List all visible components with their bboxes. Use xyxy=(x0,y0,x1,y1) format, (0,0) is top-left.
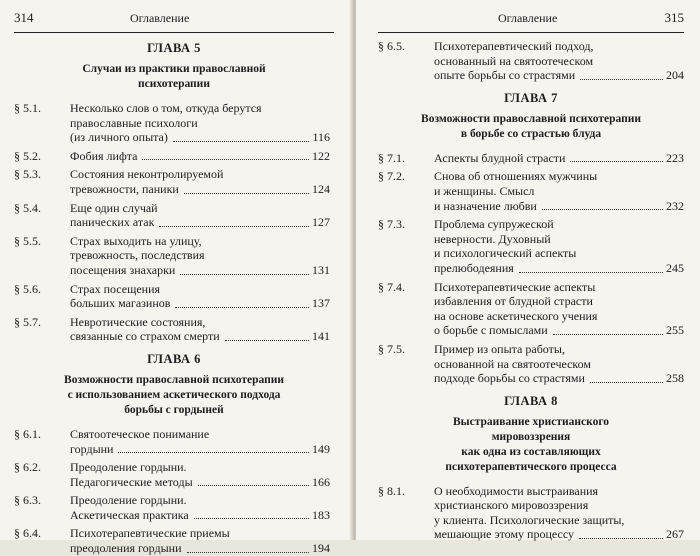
chapter-title xyxy=(388,112,674,142)
section-title xyxy=(434,217,684,275)
dot-leader xyxy=(542,199,663,211)
page-ref: 124 xyxy=(312,181,330,196)
section-title xyxy=(70,493,334,522)
chapter-title xyxy=(24,373,324,418)
toc-entry xyxy=(14,282,334,311)
section-title-text: связанные со страхом смерти xyxy=(70,329,220,344)
toc-entry xyxy=(378,484,684,542)
section-title-text: основанный на святоотеческом xyxy=(434,53,594,68)
section-title-line xyxy=(434,484,684,499)
section-title-line xyxy=(70,130,334,145)
section-title-line xyxy=(70,442,334,457)
running-head-left xyxy=(14,10,334,33)
dot-leader xyxy=(519,261,663,273)
dot-leader xyxy=(142,149,309,161)
toc-entry xyxy=(378,39,684,83)
page-ref: 223 xyxy=(666,150,684,165)
chapter-entries xyxy=(14,427,334,556)
dot-leader xyxy=(187,541,309,553)
section-number: § 5.5. xyxy=(14,233,41,248)
toc-entry xyxy=(14,201,334,230)
section-title xyxy=(70,460,334,489)
section-title-line xyxy=(434,323,684,338)
section-title-text: православные психологи xyxy=(70,115,198,130)
section-number: § 5.1. xyxy=(14,101,41,115)
chapter-title-line: с использованием аскетического подхода xyxy=(67,388,281,401)
chapter-title-line: мировоззрения xyxy=(491,430,571,443)
section-title-text: Психотерапевтический подход, xyxy=(434,39,594,53)
running-title: Оглавление xyxy=(498,11,558,25)
dot-leader xyxy=(118,442,309,454)
section-title xyxy=(70,149,334,164)
page-ref: 131 xyxy=(312,262,330,277)
chapter-entries xyxy=(378,151,684,386)
section-title-text: Страх посещения xyxy=(70,281,161,296)
section-title-line xyxy=(70,526,334,541)
section-title-text: О необходимости выстраивания xyxy=(434,483,599,498)
section-title-line xyxy=(434,371,684,386)
section-title xyxy=(70,101,334,145)
running-head-right xyxy=(378,10,684,33)
section-title-text: преодоления гордыни xyxy=(70,541,182,556)
section-title xyxy=(434,151,684,166)
section-title-line xyxy=(70,296,334,311)
dot-leader xyxy=(553,323,663,335)
page-number: 314 xyxy=(14,10,34,25)
page-ref: 194 xyxy=(312,541,330,556)
page-ref: 258 xyxy=(666,371,684,386)
right-page xyxy=(356,0,700,540)
section-title-line xyxy=(434,246,684,261)
chapter-title-line: психотерапевтического процесса xyxy=(445,460,617,473)
section-title xyxy=(70,427,334,456)
section-title-text: Психотерапевтические приемы xyxy=(70,526,230,541)
section-title-line xyxy=(70,493,334,508)
section-title-line xyxy=(434,294,684,309)
section-number: § 5.2. xyxy=(14,148,41,163)
section-number: § 6.3. xyxy=(14,493,41,508)
page-ref: 232 xyxy=(666,198,684,213)
chapter-entries xyxy=(378,484,684,542)
section-number: § 6.4. xyxy=(14,526,41,541)
section-title-text: опыте борьбы со страстями xyxy=(434,68,576,83)
running-title: Оглавление xyxy=(130,11,190,25)
section-title-text: христианского мировоззрения xyxy=(434,498,589,513)
section-title-text: Снова об отношениях мужчины xyxy=(434,169,598,184)
dot-leader xyxy=(225,329,309,341)
section-title-text: подходе борьбы со страстями xyxy=(434,371,585,386)
chapter-title-line: Случаи из практики православной xyxy=(82,63,266,75)
page-ref: 127 xyxy=(312,215,330,230)
section-title-text: мешающие этому процессу xyxy=(434,527,575,542)
section-title-line xyxy=(434,54,684,69)
section-title-text: Пример из опыта работы, xyxy=(434,341,565,356)
section-title-line xyxy=(70,508,334,523)
page-ref: 137 xyxy=(312,296,330,311)
chapter-heading: ГЛАВА 7 xyxy=(504,90,558,105)
page-ref: 122 xyxy=(312,148,330,163)
section-title-text: прелюбодеяния xyxy=(434,260,514,275)
chapter-title-line: в борьбе со страстью блуда xyxy=(460,127,602,140)
chapter-heading: ГЛАВА 5 xyxy=(147,41,201,55)
section-title xyxy=(70,282,334,311)
section-number: § 6.5. xyxy=(378,39,405,53)
section-title-line xyxy=(70,101,334,116)
section-title-line xyxy=(434,199,684,214)
section-title xyxy=(70,167,334,196)
chapter-title-line: Возможности православной психотерапии xyxy=(421,112,641,125)
dot-leader xyxy=(579,527,663,539)
section-title-text: посещения знахарки xyxy=(70,262,176,277)
page-ref: 245 xyxy=(666,260,684,275)
section-number: § 7.2. xyxy=(378,169,405,184)
toc-entry xyxy=(14,427,334,456)
section-title xyxy=(434,342,684,386)
chapter-title xyxy=(388,415,674,475)
toc-entry xyxy=(14,460,334,489)
section-title-text: у клиента. Психологические защиты, xyxy=(434,512,625,527)
chapter-heading: ГЛАВА 8 xyxy=(504,393,558,408)
section-title-text: Преодоление гордыни. xyxy=(70,493,187,508)
section-title-line xyxy=(434,280,684,295)
dot-leader xyxy=(570,151,663,163)
section-title-text: и психологический аспекты xyxy=(434,246,577,261)
toc-right xyxy=(378,91,684,542)
section-title-line xyxy=(70,329,334,344)
dot-leader xyxy=(180,263,309,275)
section-title-text: неверности. Духовный xyxy=(434,231,551,246)
section-title xyxy=(70,315,334,344)
section-title xyxy=(70,201,334,230)
section-title-text: Аспекты блудной страсти xyxy=(434,150,566,165)
section-title-line xyxy=(70,263,334,278)
section-title-line xyxy=(434,217,684,232)
toc-entry xyxy=(378,169,684,213)
dot-leader xyxy=(175,296,309,308)
section-title-text: Психотерапевтические аспекты xyxy=(434,279,596,294)
section-title-text: и женщины. Смысл xyxy=(434,183,535,198)
section-title-text: Несколько слов о том, откуда берутся xyxy=(70,101,262,115)
section-title-text: Педагогические методы xyxy=(70,474,193,489)
section-title xyxy=(434,280,684,338)
chapter-title-line: как одна из составляющих xyxy=(461,445,601,458)
page-ref: 267 xyxy=(666,527,684,542)
section-title-line xyxy=(434,309,684,324)
section-title-text: Святоотеческое понимание xyxy=(70,426,210,441)
toc-entry xyxy=(14,167,334,196)
section-title-text: о борьбе с помыслами xyxy=(434,323,548,338)
page-ref: 149 xyxy=(312,441,330,456)
section-number: § 5.3. xyxy=(14,167,41,182)
section-title-line xyxy=(70,475,334,490)
section-title-line xyxy=(70,149,334,164)
section-number: § 7.4. xyxy=(378,279,405,294)
section-title-text: панических атак xyxy=(70,215,155,230)
section-title-line xyxy=(434,342,684,357)
section-title-text: избавления от блудной страсти xyxy=(434,294,593,309)
section-title xyxy=(434,39,684,83)
chapter-title-line: борьбы с гордыней xyxy=(124,403,224,416)
section-title-text: Невротические состояния, xyxy=(70,314,206,329)
section-title-text: основанной на святоотеческом xyxy=(434,356,592,371)
page-ref: 204 xyxy=(666,68,684,83)
page-ref: 116 xyxy=(312,130,330,145)
dot-leader xyxy=(173,130,310,142)
section-title xyxy=(434,169,684,213)
dot-leader xyxy=(184,182,309,194)
toc-entry xyxy=(378,280,684,338)
toc-entry xyxy=(14,493,334,522)
section-number: § 5.7. xyxy=(14,314,41,329)
section-title-line xyxy=(70,215,334,230)
section-title-text: Аскетическая практика xyxy=(70,507,189,522)
section-title-line xyxy=(434,169,684,184)
dot-leader xyxy=(198,475,309,487)
chapter-title-line: Выстраивание христианского xyxy=(452,415,610,428)
section-title-line xyxy=(70,282,334,297)
section-title-line xyxy=(70,460,334,475)
section-title-line xyxy=(434,184,684,199)
page-number: 315 xyxy=(664,10,684,25)
chapter-title-line: Возможности православной психотерапии xyxy=(64,373,284,386)
chapter-title-line: психотерапии xyxy=(138,78,210,90)
section-title-line xyxy=(70,427,334,442)
chapter-title xyxy=(24,62,324,92)
section-title-line xyxy=(70,116,334,131)
section-title-text: и назначение любви xyxy=(434,198,537,213)
section-title-line xyxy=(70,182,334,197)
section-title-text: Еще один случай xyxy=(70,200,158,215)
dot-leader xyxy=(194,508,309,520)
toc-entry xyxy=(14,315,334,344)
section-title-text: гордыни xyxy=(70,441,114,456)
page-ref: 255 xyxy=(666,323,684,338)
section-number: § 7.1. xyxy=(378,150,405,165)
toc-entry xyxy=(14,234,334,278)
section-title-line xyxy=(434,232,684,247)
toc-entry xyxy=(378,151,684,166)
toc-entry xyxy=(378,342,684,386)
section-title-line xyxy=(434,68,684,83)
toc-entry xyxy=(378,217,684,275)
dot-leader xyxy=(590,371,663,383)
section-title-text: Фобия лифта xyxy=(70,148,138,163)
page-ref: 183 xyxy=(312,507,330,522)
dot-leader xyxy=(580,68,663,80)
toc-entry xyxy=(14,101,334,145)
section-number: § 7.5. xyxy=(378,341,405,356)
page-ref: 166 xyxy=(312,474,330,489)
section-title-line xyxy=(70,167,334,182)
page-ref: 141 xyxy=(312,329,330,344)
section-number: § 5.6. xyxy=(14,281,41,296)
section-title-text: Проблема супружеской xyxy=(434,217,554,232)
section-title-line xyxy=(434,513,684,528)
section-title xyxy=(434,484,684,542)
section-number: § 7.3. xyxy=(378,217,405,232)
section-title-line xyxy=(434,39,684,54)
section-number: § 5.4. xyxy=(14,200,41,215)
section-title-text: Преодоление гордыни. xyxy=(70,460,187,475)
section-title xyxy=(70,234,334,278)
chapter-heading: ГЛАВА 6 xyxy=(147,351,201,366)
section-title-text: тревожности, паники xyxy=(70,181,179,196)
section-title-text: больших магазинов xyxy=(70,296,171,311)
section-title-line xyxy=(70,248,334,263)
toc-entry xyxy=(14,149,334,164)
section-title-text: тревожность, последствия xyxy=(70,248,205,263)
section-number: § 6.1. xyxy=(14,426,41,441)
section-title-line xyxy=(434,151,684,166)
section-title-text: Страх выходить на улицу, xyxy=(70,233,202,248)
toc-lead-entries xyxy=(378,39,684,83)
dot-leader xyxy=(159,215,309,227)
section-title-line xyxy=(70,201,334,216)
section-title-line xyxy=(70,315,334,330)
section-title-line xyxy=(434,261,684,276)
section-title-line xyxy=(70,234,334,249)
section-title-line xyxy=(434,357,684,372)
chapter-entries xyxy=(14,101,334,344)
section-number: § 8.1. xyxy=(378,483,405,498)
section-title-line xyxy=(434,498,684,513)
section-title-text: (из личного опыта) xyxy=(70,130,168,145)
section-title-text: Состояния неконтролируемой xyxy=(70,167,224,182)
toc-entry xyxy=(14,526,334,555)
toc-left xyxy=(14,41,334,556)
section-title-text: на основе аскетического учения xyxy=(434,308,598,323)
section-number: § 6.2. xyxy=(14,460,41,475)
section-title-line xyxy=(70,541,334,556)
section-title xyxy=(70,526,334,555)
